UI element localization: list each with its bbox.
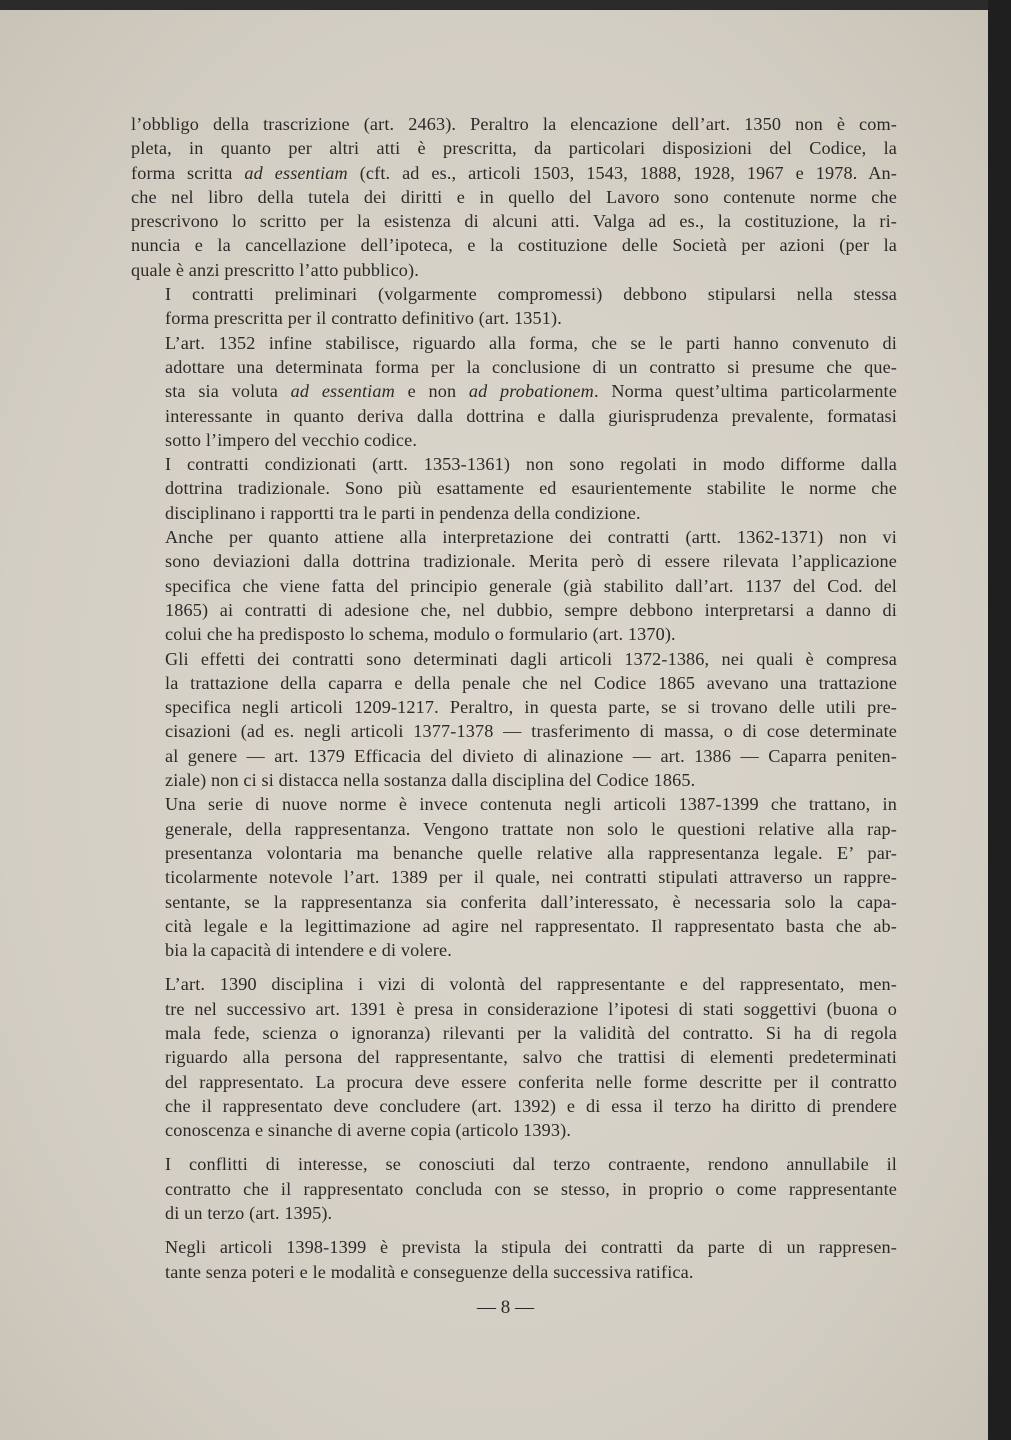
text-line: Anche per quanto attiene alla interpretazione dei contratti (artt. 1362-1371) non vi bbox=[165, 527, 897, 548]
text-line: la trattazione della caparra e della penale che nel Codice 1865 avevano una trattazione bbox=[165, 672, 897, 693]
text-line: I conflitti di interesse, se conosciuti dal terzo contraente, rendono annullabile il bbox=[165, 1154, 897, 1175]
text-line: tante senza poteri e le modalità e conseguenze della successiva ratifica. bbox=[165, 1261, 694, 1282]
paragraph bbox=[131, 112, 897, 282]
text-line: forma scritta ad essentiam (cft. ad es., articoli 1503, 1543, 1888, 1928, 1967 e 1978. An- bbox=[131, 162, 898, 183]
text-line: che il rappresentato deve concludere (art. 1392) e di essa il terzo ha diritto di prendere bbox=[165, 1095, 897, 1116]
text-line: disciplinano i rapportti tra le parti in pendenza della condizione. bbox=[165, 502, 641, 523]
text-line: specifica che viene fatta del principio generale (già stabilito dall’art. 1137 del Cod. del bbox=[165, 575, 897, 596]
text-line: adottare una determinata forma per la conclusione di un contratto si presume che que- bbox=[165, 356, 897, 377]
text-line: nuncia e la cancellazione dell’ipoteca, e la costituzione delle Società per azioni (per la bbox=[131, 235, 897, 256]
paragraph bbox=[131, 525, 897, 646]
text-line: ziale) non ci si distacca nella sostanza dalla disciplina del Codice 1865. bbox=[165, 770, 696, 791]
paragraph bbox=[131, 282, 897, 331]
text-line: prescrivono lo scritto per la esistenza di alcuni atti. Valga ad es., la costituzione, la ri- bbox=[131, 211, 897, 232]
text-line: L’art. 1352 infine stabilisce, riguardo alla forma, che se le parti hanno convenuto di bbox=[165, 332, 897, 353]
text-line: interessante in quanto deriva dalla dottrina e dalla giurisprudenza prevalente, formatasi bbox=[165, 405, 897, 426]
text-line: L’art. 1390 disciplina i vizi di volontà del rappresentante e del rappresentato, men- bbox=[165, 974, 897, 995]
text-line: generale, della rappresentanza. Vengono trattate non solo le questioni relative alla rap- bbox=[165, 818, 897, 839]
text-line: colui che ha predisposto lo schema, modulo o formulario (art. 1370). bbox=[165, 624, 676, 645]
text-line: del rappresentato. La procura deve essere conferita nelle forme descritte per il contratto bbox=[165, 1071, 897, 1092]
text-line: di un terzo (art. 1395). bbox=[165, 1203, 333, 1224]
text-line: presentanza volontaria ma benanche quelle relative alla rappresentanza legale. E’ par- bbox=[165, 842, 897, 863]
text-line: forma prescritta per il contratto definitivo (art. 1351). bbox=[165, 308, 562, 329]
text-line: specifica negli articoli 1209-1217. Peraltro, in questa parte, se si trovano delle utili pre- bbox=[165, 697, 897, 718]
text-line: bia la capacità di intendere e di volere. bbox=[165, 940, 452, 961]
text-line: cità legale e la legittimazione ad agire nel rappresentato. Il rappresentato basta che ab- bbox=[165, 915, 897, 936]
text-line: I contratti condizionati (artt. 1353-1361) non sono regolati in modo difforme dalla bbox=[165, 454, 897, 475]
text-line: sentante, se la rappresentanza sia conferita dall’interessato, è necessaria solo la capa- bbox=[165, 891, 897, 912]
text-line: Gli effetti dei contratti sono determinati dagli articoli 1372-1386, nei quali è compresa bbox=[165, 648, 897, 669]
paragraph bbox=[131, 1152, 897, 1225]
paragraph bbox=[131, 972, 897, 1142]
text-line: mala fede, scienza o ignoranza) rilevanti per la validità del contratto. Si ha di regola bbox=[165, 1022, 897, 1043]
paragraph bbox=[131, 452, 897, 525]
text-line: l’obbligo della trascrizione (art. 2463). Peraltro la elencazione dell’art. 1350 non è com- bbox=[131, 114, 897, 134]
text-line: cisazioni (ad es. negli articoli 1377-1378 — trasferimento di massa, o di cose determinate bbox=[165, 721, 897, 742]
text-line: quale è anzi prescritto l’atto pubblico). bbox=[131, 259, 419, 280]
text-line: conoscenza e sinanche di averne copia (articolo 1393). bbox=[165, 1120, 572, 1141]
text-line: tre nel successivo art. 1391 è presa in considerazione l’ipotesi di stati soggettivi (buona o bbox=[165, 998, 897, 1019]
text-line: contratto che il rappresentato concluda con se stesso, in proprio o come rappresentante bbox=[165, 1178, 897, 1199]
paragraph bbox=[131, 647, 897, 793]
text-line: sta sia voluta ad essentiam e non ad probationem. Norma quest’ultima particolarmente bbox=[165, 381, 897, 402]
text-line: riguardo alla persona del rappresentante, salvo che trattisi di elementi predeterminati bbox=[165, 1047, 897, 1068]
text-line: sono deviazioni dalla dottrina tradizionale. Merita però di essere rilevata l’applicazione bbox=[165, 551, 897, 572]
page-number: — 8 — bbox=[477, 1297, 534, 1318]
text-line: I contratti preliminari (volgarmente compromessi) debbono stipularsi nella stessa bbox=[165, 284, 897, 305]
text-line: al genere — art. 1379 Efficacia del divieto di alinazione — art. 1386 — Caparra peniten- bbox=[165, 745, 897, 766]
scan-right-border bbox=[988, 0, 1011, 1440]
body-text bbox=[131, 112, 897, 1284]
text-line: ticolarmente notevole l’art. 1389 per il quale, nei contratti stipulati attraverso un rappre- bbox=[165, 867, 897, 888]
text-line: Negli articoli 1398-1399 è prevista la stipula dei contratti da parte di un rappresen- bbox=[165, 1237, 897, 1258]
text-line: Una serie di nuove norme è invece contenuta negli articoli 1387-1399 che trattano, in bbox=[165, 794, 897, 815]
paragraph bbox=[131, 1235, 897, 1284]
paragraph bbox=[131, 792, 897, 962]
paragraph bbox=[131, 331, 897, 452]
text-line: 1865) ai contratti di adesione che, nel dubbio, sempre debbono interpretarsi a danno di bbox=[165, 599, 897, 620]
text-line: sotto l’impero del vecchio codice. bbox=[165, 429, 418, 450]
text-line: pleta, in quanto per altri atti è prescritta, da particolari disposizioni del Codice, la bbox=[131, 138, 897, 159]
text-line: dottrina tradizionale. Sono più esattamente ed esaurientemente stabilite le norme che bbox=[165, 478, 897, 499]
text-line: che nel libro della tutela dei diritti e in quello del Lavoro sono contenute norme che bbox=[131, 186, 897, 207]
scan-top-border bbox=[0, 0, 1011, 10]
